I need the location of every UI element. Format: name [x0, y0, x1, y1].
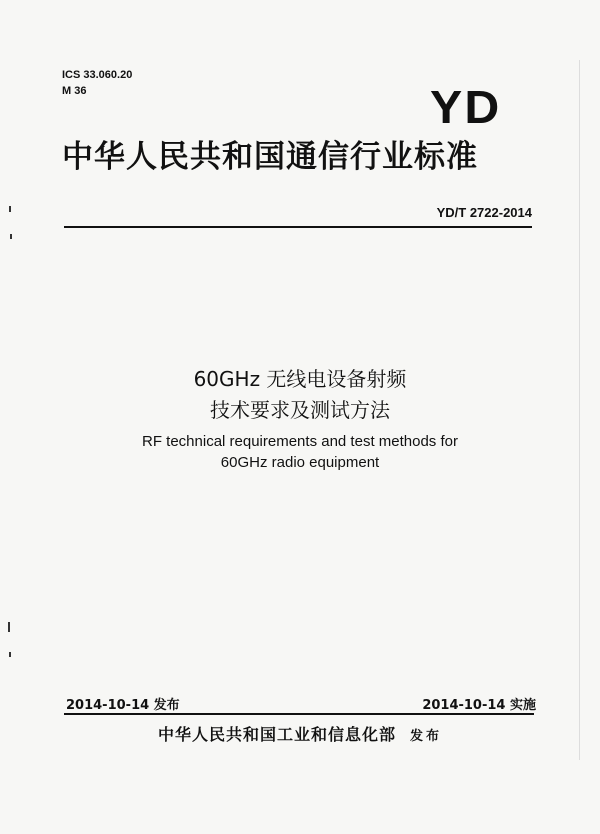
chinese-title-line-2: 技术要求及测试方法 — [210, 398, 390, 422]
standard-category-title: 中华人民共和国通信行业标准 — [62, 139, 478, 175]
scan-mark — [9, 206, 11, 212]
classification-codes — [62, 67, 132, 99]
publisher-name: 中华人民共和国工业和信息化部 — [157, 725, 396, 744]
scan-mark — [8, 622, 10, 632]
scan-mark — [9, 652, 11, 657]
standard-number: YD/T 2722-2014 — [436, 205, 532, 220]
chinese-title-line-1: 60GHz 无线电设备射频 — [193, 367, 407, 391]
issue-label: 发布 — [410, 729, 443, 744]
english-title-line-2: 60GHz radio equipment — [220, 454, 380, 471]
publisher-line — [0, 722, 600, 745]
publish-date: 2014-10-14 发布 — [66, 698, 180, 713]
ics-code: ICS 33.060.20 — [62, 69, 133, 81]
english-title-line-1: RF technical requirements and test methods for — [142, 433, 458, 450]
implementation-date: 2014-10-14 实施 — [422, 698, 536, 713]
yd-logo: YD — [430, 81, 502, 133]
bottom-divider — [64, 713, 534, 715]
top-divider — [64, 226, 532, 228]
scan-mark — [10, 234, 12, 239]
ccs-code: M 36 — [62, 85, 87, 97]
page-edge-line — [579, 60, 580, 760]
